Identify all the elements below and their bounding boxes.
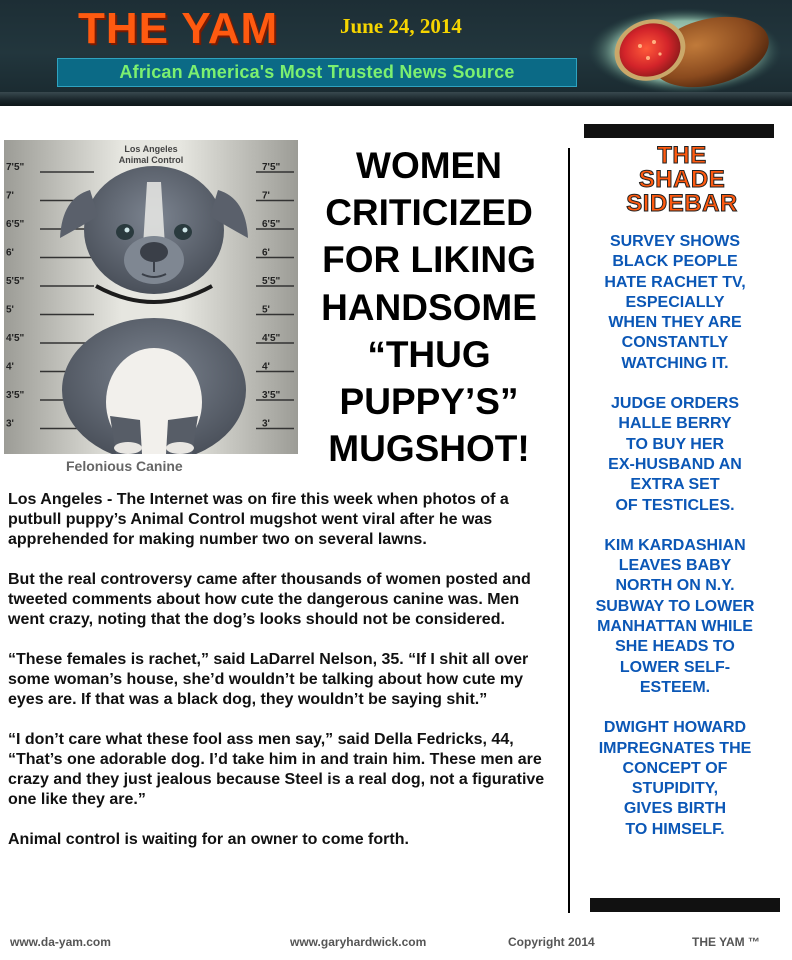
height-mark: 3' [6, 418, 14, 430]
sidebar-story-line: LEAVES BABY [618, 557, 732, 575]
sidebar-story-line: GIVES BIRTH [623, 800, 727, 818]
article-paragraph: “These females is rachet,” said LaDarrel Nelson, 35. “If I shit all over some woman’s house, she’d wouldn’t be talking about how cute my eyes are. If that was a black dog, they wouldn’t be saying shit.” [8, 651, 529, 708]
sidebar-story-line: EXTRA SET [630, 476, 720, 494]
footer-brand: THE YAM ™ [692, 935, 761, 949]
sidebar-story-line: STUPIDITY, [631, 780, 719, 798]
height-mark: 4'5" [262, 333, 281, 344]
sidebar-title-line: SHADE [638, 166, 726, 193]
height-mark: 6' [6, 247, 14, 259]
article-paragraph: But the real controversy came after thousands of women posted and tweeted comments about how cute the dangerous canine was. Men went crazy, noting that the dog’s looks should not be considered. [8, 571, 531, 628]
height-mark: 6' [262, 247, 270, 259]
sign-line-2: Animal Control [118, 155, 184, 165]
masthead-title: THE YAM [78, 4, 279, 53]
sidebar-bottom-bar [590, 898, 780, 912]
sidebar-story [568, 718, 782, 840]
masthead-divider [0, 92, 792, 106]
headline-line: FOR LIKING [322, 239, 536, 281]
sidebar-story-line: CONCEPT OF [622, 759, 728, 777]
sidebar-story-line: BLACK PEOPLE [612, 253, 738, 271]
footer [0, 928, 792, 960]
sidebar-story-line: SURVEY SHOWS [609, 233, 741, 250]
sidebar-title-line: SIDEBAR [626, 190, 738, 217]
sidebar-story-line: DWIGHT HOWARD [603, 719, 747, 737]
photo-caption: Felonious Canine [66, 458, 183, 474]
sidebar-story-line: KIM KARDASHIAN [604, 536, 746, 554]
sidebar-story-line: HALLE BERRY [618, 415, 732, 433]
sidebar-story-line: TO BUY HER [625, 435, 725, 453]
footer-copyright: Copyright 2014 [508, 935, 595, 949]
height-mark: 5'5" [6, 276, 25, 287]
headline [298, 142, 560, 472]
height-mark: 5'5" [262, 276, 281, 287]
sidebar-story-line: WHEN THEY ARE [608, 314, 742, 332]
article-paragraph: Los Angeles - The Internet was on fire this week when photos of a putbull puppy’s Animal Control mugshot went viral after he was apprehended for making number two on several lawns. [8, 491, 509, 548]
yam-icon [588, 8, 783, 94]
height-mark: 7'5" [6, 162, 25, 173]
sidebar-story-line: EX-HUSBAND AN [608, 455, 742, 473]
sidebar-story-line: TO HIMSELF. [625, 820, 725, 838]
sidebar-story-line: MANHATTAN WHILE [597, 618, 753, 636]
mugshot-photo [4, 140, 298, 454]
sidebar-story-line: ESTEEM. [639, 678, 711, 696]
height-mark: 7' [262, 190, 270, 202]
headline-line: MUGSHOT! [328, 428, 530, 470]
article-paragraph: “I don’t care what these fool ass men say,” said Della Fedricks, 44, “That’s one adorable dog. I’d take him in and train him. These men are crazy and they just jealous because Steel is a real dog, not a figurative one like they are.” [8, 731, 545, 808]
sidebar-story [568, 394, 782, 516]
height-mark: 3'5" [6, 390, 25, 401]
sidebar-story-line: JUDGE ORDERS [610, 395, 740, 413]
sidebar-story-line: OF TESTICLES. [615, 496, 735, 514]
sidebar-story-line: SHE HEADS TO [615, 638, 735, 656]
height-mark: 4' [262, 361, 270, 373]
headline-line: “THUG [367, 333, 491, 375]
sidebar-story-line: CONSTANTLY [621, 334, 729, 352]
height-mark: 4'5" [6, 333, 25, 344]
height-mark: 3'5" [262, 390, 281, 401]
height-mark: 5' [262, 304, 270, 316]
sidebar-story [568, 232, 782, 374]
sidebar-story-line: LOWER SELF- [619, 658, 731, 676]
sidebar-story-line: IMPREGNATES THE [598, 739, 752, 757]
masthead-tagline: African America's Most Trusted News Source [57, 58, 577, 87]
height-mark: 5' [6, 304, 14, 316]
sidebar-title [582, 144, 782, 216]
height-mark: 7' [6, 190, 14, 202]
headline-line: WOMEN [356, 145, 502, 186]
height-mark: 6'5" [262, 219, 281, 230]
sidebar-story-line: ESPECIALLY [625, 293, 725, 311]
height-mark: 4' [6, 361, 14, 373]
sidebar-title-line: THE [657, 142, 707, 169]
headline-line: HANDSOME [321, 286, 537, 328]
headline-line: CRITICIZED [325, 192, 533, 234]
sidebar-story-line: WATCHING IT. [621, 354, 729, 372]
issue-date: June 24, 2014 [340, 14, 462, 38]
headline-line: PUPPY’S” [339, 381, 519, 423]
article-body [8, 490, 560, 850]
article-paragraph: Animal control is waiting for an owner to come forth. [8, 831, 409, 848]
sidebar-story [568, 536, 782, 698]
footer-site-2[interactable]: www.garyhardwick.com [290, 935, 427, 949]
sidebar-story-line: SUBWAY TO LOWER [595, 597, 755, 615]
sign-line-1: Los Angeles [124, 144, 178, 154]
footer-site-1[interactable]: www.da-yam.com [10, 935, 111, 949]
sidebar-story-line: NORTH ON N.Y. [615, 577, 735, 595]
height-mark: 6'5" [6, 219, 25, 230]
masthead [0, 0, 792, 96]
sidebar-items [568, 232, 782, 860]
sidebar-story-line: HATE RACHET TV, [604, 273, 746, 291]
sidebar-top-bar [584, 124, 774, 138]
height-mark: 3' [262, 418, 270, 430]
height-mark: 7'5" [262, 162, 281, 173]
